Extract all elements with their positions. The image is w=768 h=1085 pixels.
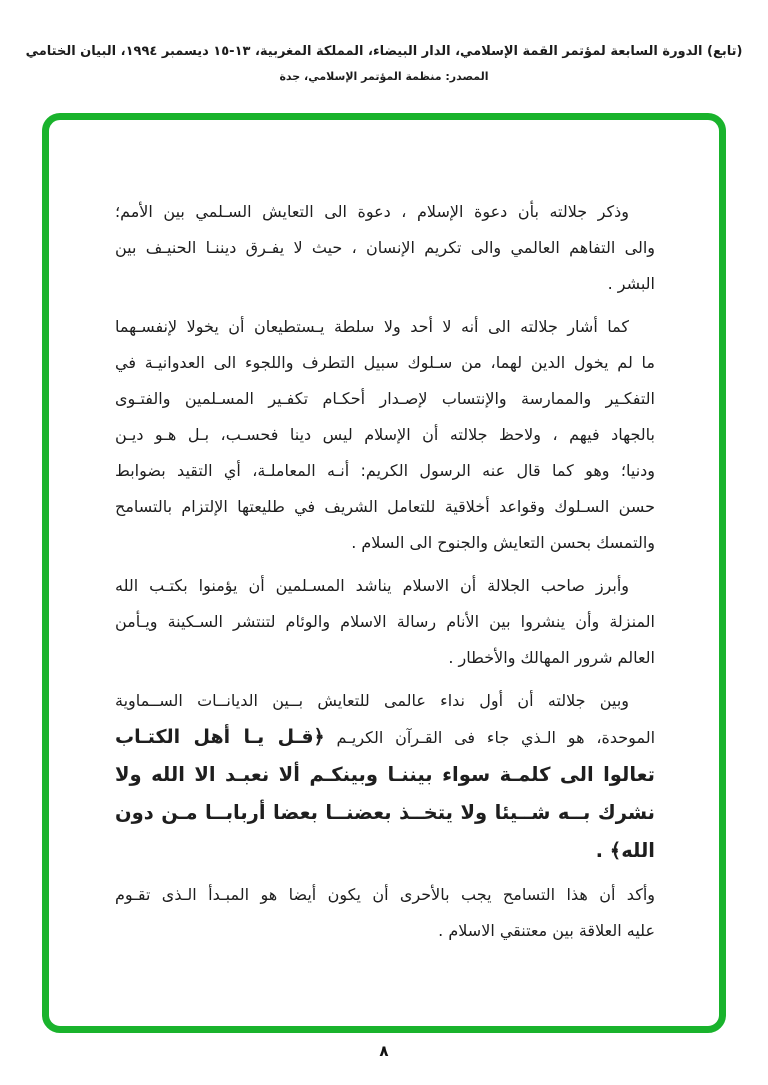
- header-source: المصدر: منظمة المؤتمر الإسلامي، جدة: [279, 70, 489, 83]
- text-line: التفكـير والممارسة والإنتساب لإصـدار أحكـام تكفـير المسـلمين والفتـوى: [115, 389, 655, 408]
- page-header: [0, 42, 768, 85]
- text-line: والى التفاهم العالمي والى تكريم الإنسان ، حيث لا يفـرق ديننـا الحنيـف بين: [115, 238, 655, 257]
- text-line: ما لم يخول الدين لهما، من سـلوك سبيل التطرف واللجوء الى العدوانيـة في: [115, 353, 655, 372]
- text-line: وأبرز صاحب الجلالة أن الاسلام يناشد المسـلمين أن يؤمنوا بكتـب الله: [115, 576, 629, 595]
- text-line: ودنيا؛ وهو كما قال عنه الرسول الكريم: أنـه المعاملـة، أي التقيد بضوابط: [115, 461, 655, 480]
- quran-quote-end: الله﴾ .: [595, 839, 655, 862]
- text-line: العالم شرور المهالك والأخطار .: [448, 648, 655, 667]
- body-text: [115, 194, 655, 949]
- text-line: البشر .: [607, 274, 655, 293]
- text-line: وبين جلالته أن أول نداء عالمى للتعايش بــين الديانــات الســماوية: [115, 691, 629, 710]
- text-line: وذكر جلالته بأن دعوة الإسلام ، دعوة الى التعايش السـلمي بين الأمم؛: [115, 202, 629, 221]
- header-title: (تابع) الدورة السابعة لمؤتمر القمة الإسلامي، الدار البيضاء، المملكة المغربية، ١٣-١٥ ديسمبر ١٩٩٤، البيان الختامي: [25, 44, 743, 59]
- text-line: والتمسك بحسن التعايش والجنوح الى السلام .: [351, 533, 655, 552]
- text-line-mixed: [115, 719, 655, 756]
- text-line: كما أشار جلالته الى أنه لا أحد ولا سلطة يـستطيعان أن يخولا لإنفسـهما: [115, 317, 629, 336]
- text-line: عليه العلاقة بين معتنقي الاسلام .: [438, 921, 655, 940]
- text-line: بالجهاد فيهم ، ولاحظ جلالته أن الإسلام ليس دينا فحسـب، بـل هـو ديـن: [115, 425, 655, 444]
- text-line: حسن السـلوك وقواعد أخلاقية للتعامل الشريف في طليعتها الإلتزام بالتسامح: [115, 497, 655, 516]
- quran-quote-line: نشرك بــه شــيئا ولا يتخــذ بعضنــا بعضا أربابــا مـن دون: [115, 801, 655, 824]
- page-number: ٨: [379, 1042, 389, 1060]
- text-line: المنزلة وأن ينشروا بين الأنام رسالة الاسلام والوئام لتنتشر السـكينة ويـأمن: [115, 612, 655, 631]
- text-line: وأكد أن هذا التسامح يجب بالأحرى أن يكون أيضا هو المبـدأ الـذى تقـوم: [115, 885, 655, 904]
- quran-quote-start: ﴿قـل يـا أهل الكتـاب: [115, 726, 325, 748]
- text-line-normal-part: الموحدة، هو الـذي جاء فى القـرآن الكريـم: [324, 728, 656, 747]
- quran-quote-line: تعالوا الى كلمـة سواء بيننـا وبينكـم ألا نعبـد الا الله ولا: [115, 763, 655, 786]
